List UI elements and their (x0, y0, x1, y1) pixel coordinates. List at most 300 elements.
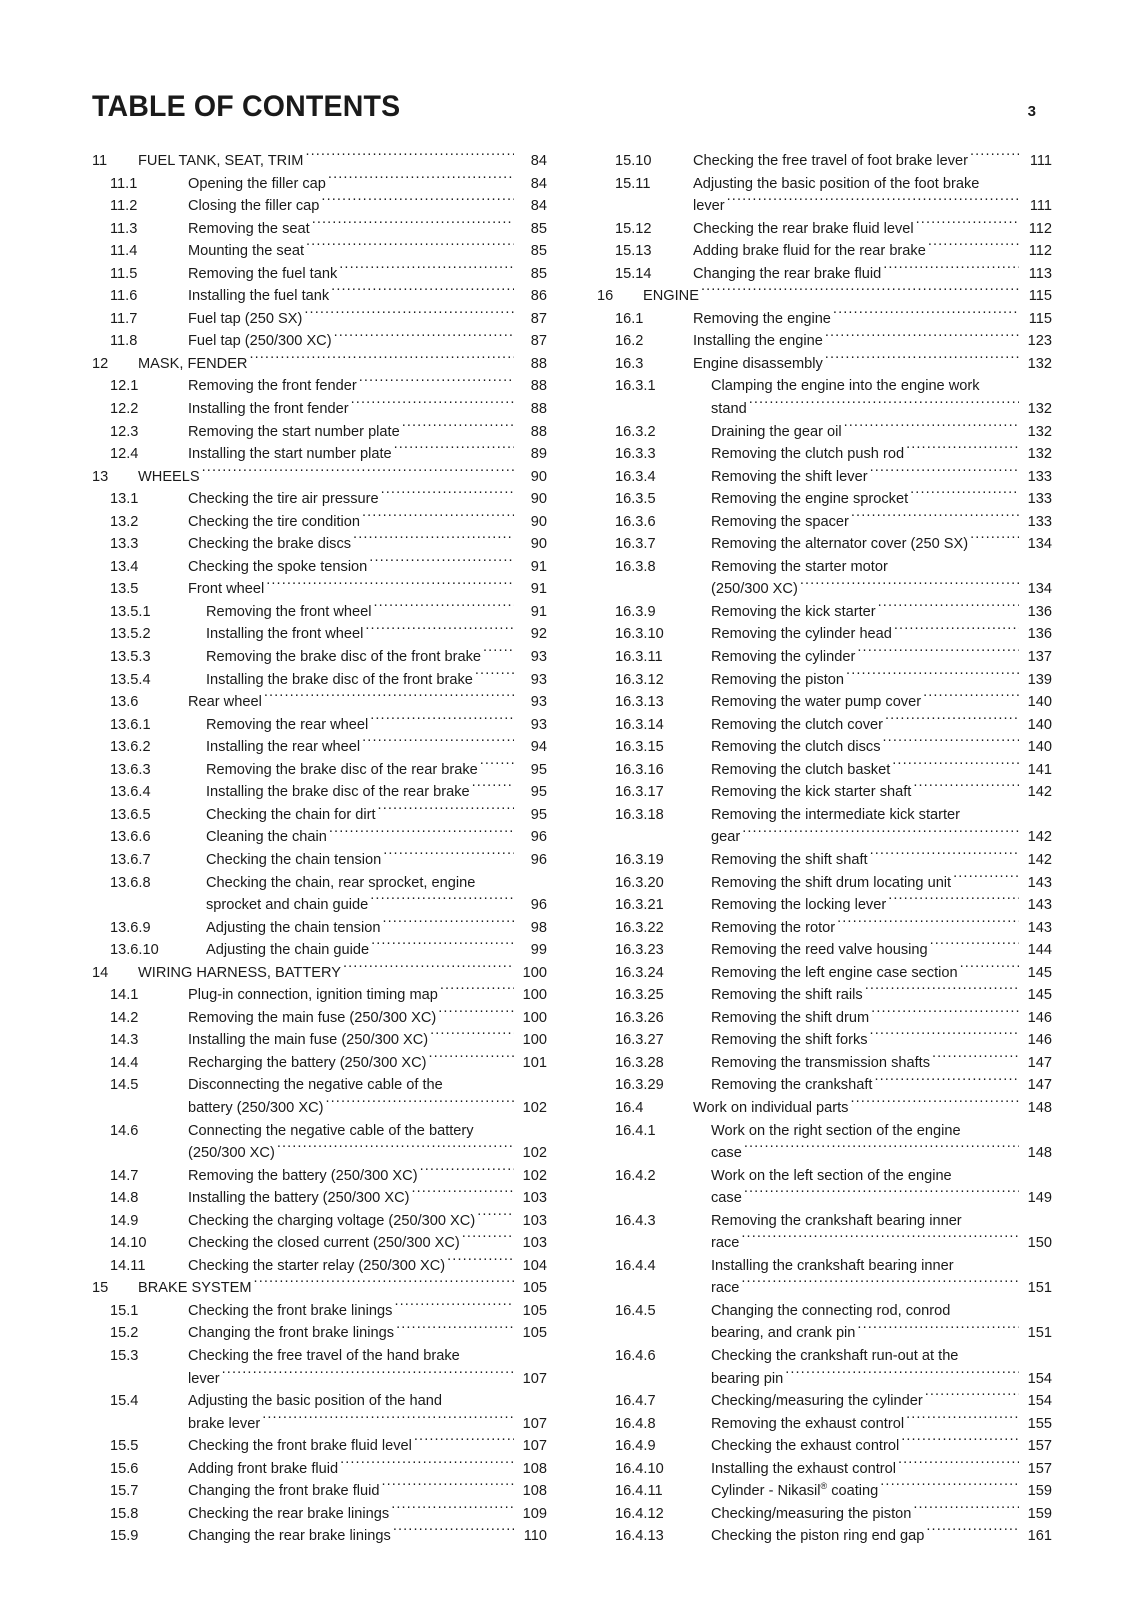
dot-leader (325, 1097, 514, 1112)
dot-leader (353, 534, 514, 549)
dot-leader (932, 1052, 1019, 1067)
toc-entry-label: Removing the water pump cover (711, 694, 922, 711)
toc-entry-body (206, 736, 547, 759)
toc-entry-page: 133 (1027, 468, 1052, 485)
toc-entry[interactable] (597, 872, 1052, 895)
dot-leader (222, 1368, 514, 1383)
toc-entry-label: Removing the reed valve housing (711, 942, 928, 959)
toc-entry-body (711, 1029, 1052, 1052)
toc-entry[interactable] (92, 826, 547, 849)
toc-entry-number: 16.4.11 (615, 1483, 663, 1500)
toc-entry[interactable] (597, 353, 1052, 376)
toc-entry-page: 108 (522, 1460, 547, 1477)
toc-entry[interactable] (92, 488, 547, 511)
toc-entry-body (206, 849, 547, 872)
toc-entry-label: Installing the engine (693, 333, 823, 350)
toc-entry-body (188, 1120, 547, 1165)
toc-entry-label: Checking the exhaust control (711, 1438, 900, 1455)
toc-entry-label: Adjusting the chain guide (206, 942, 370, 959)
toc-entry-number: 15.4 (110, 1393, 139, 1410)
toc-entry-number: 13.6.2 (110, 739, 151, 756)
toc-entry-number: 14.8 (110, 1190, 139, 1207)
toc-entry-label: FUEL TANK, SEAT, TRIM (138, 153, 304, 169)
toc-entry-body (711, 511, 1052, 534)
toc-entry-body (711, 1345, 1052, 1390)
toc-entry-page: 102 (522, 1099, 547, 1116)
toc-entry-label: Removing the front fender (188, 378, 357, 395)
toc-entry-page: 140 (1027, 739, 1052, 756)
toc-entry-number: 16.3.4 (615, 468, 656, 485)
toc-entry[interactable] (597, 488, 1052, 511)
toc-entry-body (206, 781, 547, 804)
toc-entry[interactable] (597, 1503, 1052, 1526)
toc-entry-label: Checking the spoke tension (188, 558, 368, 575)
dot-leader (885, 714, 1019, 729)
toc-entry-body (188, 1074, 547, 1119)
toc-entry-body (711, 1007, 1052, 1030)
toc-entry-body (206, 917, 547, 940)
toc-entry-page: 145 (1027, 987, 1052, 1004)
toc-entry-page: 123 (1027, 333, 1052, 350)
toc-entry-label: Removing the alternator cover (250 SX) (711, 536, 969, 553)
toc-entry[interactable] (92, 962, 547, 985)
toc-entry-body (693, 218, 1052, 241)
toc-entry-page: 132 (1027, 423, 1052, 440)
toc-entry-body (711, 1480, 1052, 1503)
toc-entry-page: 159 (1027, 1483, 1052, 1500)
toc-entry-label: Installing the brake disc of the front brake (206, 671, 473, 688)
toc-entry[interactable] (92, 1255, 547, 1278)
toc-entry-number: 16.3.17 (615, 784, 664, 801)
toc-entry[interactable] (597, 939, 1052, 962)
toc-entry[interactable] (597, 466, 1052, 489)
toc-entry-page: 111 (1029, 198, 1052, 215)
toc-entry-label: Checking the free travel of foot brake lever (693, 153, 968, 169)
toc-entry-page: 137 (1027, 649, 1052, 666)
toc-entry-body (206, 759, 547, 782)
toc-entry-number: 13 (92, 468, 109, 485)
toc-entry-page: 96 (530, 829, 547, 846)
toc-entry[interactable] (92, 1232, 547, 1255)
toc-entry[interactable] (597, 173, 1052, 218)
dot-leader (312, 218, 514, 233)
toc-entry-label: Removing the fuel tank (188, 265, 338, 282)
toc-entry[interactable] (92, 375, 547, 398)
toc-entry[interactable] (92, 556, 547, 579)
toc-entry-body (711, 872, 1052, 895)
dot-leader (370, 714, 514, 729)
toc-entry-label: Removing the start number plate (188, 423, 400, 440)
toc-entry-label: Removing the shift forks (711, 1032, 868, 1049)
toc-entry-page: 96 (530, 851, 547, 868)
toc-entry[interactable] (597, 240, 1052, 263)
dot-leader (906, 444, 1019, 459)
toc-entry-number: 16 (597, 288, 614, 305)
toc-entry-body (188, 195, 547, 218)
toc-entry-number: 16.3 (615, 355, 644, 372)
toc-entry[interactable] (92, 240, 547, 263)
toc-entry-body (138, 466, 547, 489)
toc-entry-label: Removing the clutch basket (711, 761, 891, 778)
toc-entry-number: 13.4 (110, 558, 139, 575)
toc-entry-number: 11.7 (110, 310, 138, 327)
toc-entry[interactable] (92, 804, 547, 827)
toc-entry[interactable] (597, 556, 1052, 601)
dot-leader (373, 601, 514, 616)
toc-entry-label: Removing the shift drum (711, 1009, 870, 1026)
toc-entry-label: Removing the cylinder (711, 649, 856, 666)
dot-leader (393, 1526, 514, 1541)
toc-entry-body (711, 466, 1052, 489)
dot-leader (381, 1481, 514, 1496)
toc-entry-label: Removing the crankshaft bearing inner (711, 1212, 962, 1229)
toc-entry-body (188, 240, 547, 263)
toc-entry-body (711, 804, 1052, 849)
toc-entry-page: 92 (530, 626, 547, 643)
toc-entry[interactable] (92, 1435, 547, 1458)
toc-entry[interactable] (597, 1413, 1052, 1436)
toc-entry-body (188, 1345, 547, 1390)
toc-entry-number: 11.1 (110, 175, 138, 192)
toc-entry[interactable] (92, 939, 547, 962)
toc-entry-body (188, 984, 547, 1007)
toc-entry-label: Checking the chain tension (206, 851, 382, 868)
dot-leader (381, 489, 514, 504)
toc-entry[interactable] (597, 330, 1052, 353)
toc-entry-body (206, 623, 547, 646)
dot-leader (928, 241, 1019, 256)
toc-entry[interactable] (92, 1345, 547, 1390)
dot-leader (883, 737, 1019, 752)
toc-entry-label: Removing the kick starter shaft (711, 784, 912, 801)
toc-entry[interactable] (92, 1503, 547, 1526)
toc-entry-label: Disconnecting the negative cable of the (188, 1077, 443, 1094)
toc-entry-label: Checking the rear brake linings (188, 1505, 390, 1522)
toc-entry[interactable] (92, 511, 547, 534)
toc-entry-page: 148 (1027, 1099, 1052, 1116)
toc-entry-number: 16.4.6 (615, 1347, 656, 1364)
toc-entry[interactable] (597, 1458, 1052, 1481)
toc-entry-label: Installing the exhaust control (711, 1460, 896, 1477)
toc-entry[interactable] (92, 1458, 547, 1481)
toc-entry-body (711, 1255, 1052, 1300)
toc-entry[interactable] (597, 1074, 1052, 1097)
toc-entry[interactable] (92, 759, 547, 782)
toc-entry[interactable] (92, 601, 547, 624)
toc-entry[interactable] (597, 962, 1052, 985)
dot-leader (264, 692, 514, 707)
toc-entry-page: 149 (1027, 1190, 1052, 1207)
toc-entry-page: 93 (530, 694, 547, 711)
toc-entry-number: 16.4.10 (615, 1460, 664, 1477)
toc-entry-number: 16.4.8 (615, 1415, 656, 1432)
toc-entry-number: 13.1 (110, 491, 139, 508)
dot-leader (727, 196, 1019, 211)
toc-entry-label: Removing the rear wheel (206, 716, 369, 733)
toc-entry[interactable] (597, 1120, 1052, 1165)
toc-entry[interactable] (92, 308, 547, 331)
toc-entry[interactable] (597, 421, 1052, 444)
toc-entry[interactable] (597, 1097, 1052, 1120)
toc-entry-page: 104 (522, 1257, 547, 1274)
toc-entry-label: Removing the starter motor (711, 558, 888, 575)
dot-leader (878, 601, 1019, 616)
toc-entry-number: 16.4.12 (615, 1505, 664, 1522)
toc-entry[interactable] (597, 691, 1052, 714)
toc-entry-body (711, 623, 1052, 646)
toc-entry[interactable] (597, 646, 1052, 669)
toc-entry[interactable] (597, 285, 1052, 308)
dot-leader (472, 782, 514, 797)
toc-entry-page: 134 (1027, 581, 1052, 598)
toc-entry[interactable] (92, 353, 547, 376)
toc-entry-body (188, 1210, 547, 1233)
toc-entry[interactable] (597, 759, 1052, 782)
toc-entry-number: 16.3.20 (615, 874, 664, 891)
toc-entry-number: 12.1 (110, 378, 139, 395)
toc-entry-body (188, 556, 547, 579)
toc-entry-body (711, 488, 1052, 511)
toc-entry-number: 16.3.13 (615, 694, 664, 711)
toc-entry[interactable] (597, 1255, 1052, 1300)
toc-entry[interactable] (597, 917, 1052, 940)
toc-entry[interactable] (597, 511, 1052, 534)
toc-entry-page: 103 (522, 1235, 547, 1252)
toc-entry-number: 12.2 (110, 401, 139, 418)
toc-entry[interactable] (597, 984, 1052, 1007)
toc-entry-number: 15.12 (615, 220, 652, 237)
toc-entry[interactable] (92, 1525, 547, 1548)
toc-entry[interactable] (597, 1007, 1052, 1030)
toc-entry[interactable] (92, 872, 547, 917)
toc-entry[interactable] (597, 1525, 1052, 1548)
toc-entry[interactable] (597, 849, 1052, 872)
toc-entry[interactable] (92, 443, 547, 466)
toc-entry-body (711, 736, 1052, 759)
toc-entry-body (711, 669, 1052, 692)
toc-entry[interactable] (597, 894, 1052, 917)
toc-entry-page: 142 (1027, 829, 1052, 846)
toc-entry-label: Installing the crankshaft bearing inner (711, 1257, 954, 1274)
toc-entry-page: 147 (1027, 1054, 1052, 1071)
toc-entry[interactable] (92, 1187, 547, 1210)
toc-entry[interactable] (597, 218, 1052, 241)
toc-entry-page: 100 (522, 964, 547, 981)
toc-entry-page: 146 (1027, 1009, 1052, 1026)
toc-entry[interactable] (92, 195, 547, 218)
toc-entry[interactable] (92, 285, 547, 308)
toc-entry[interactable] (597, 150, 1052, 173)
toc-entry-label: Work on the right section of the engine (711, 1122, 961, 1139)
toc-entry-page: 100 (522, 987, 547, 1004)
toc-entry-body (693, 263, 1052, 286)
toc-entry[interactable] (597, 1345, 1052, 1390)
toc-entry-body (206, 939, 547, 962)
toc-entry-page: 84 (530, 175, 547, 192)
toc-entry-number: 11.3 (110, 220, 138, 237)
toc-entry-body (711, 691, 1052, 714)
toc-entry[interactable] (92, 1480, 547, 1503)
toc-entry-label: Checking the free travel of the hand brake (188, 1347, 460, 1364)
toc-entry[interactable] (92, 218, 547, 241)
toc-entry-body (188, 1255, 547, 1278)
toc-entry-body (206, 646, 547, 669)
toc-entry-body (711, 646, 1052, 669)
toc-entry[interactable] (92, 398, 547, 421)
toc-entry[interactable] (92, 1052, 547, 1075)
toc-entry[interactable] (92, 330, 547, 353)
toc-entry-number: 16.3.7 (615, 536, 656, 553)
toc-entry[interactable] (92, 173, 547, 196)
toc-entry-label: Checking the tire air pressure (188, 491, 379, 508)
toc-entry-body (188, 443, 547, 466)
toc-entry-number: 15 (92, 1280, 109, 1297)
dot-leader (741, 1233, 1019, 1248)
dot-leader (391, 1503, 514, 1518)
toc-entry-number: 13.6.10 (110, 942, 159, 959)
toc-entry[interactable] (92, 917, 547, 940)
toc-entry[interactable] (597, 736, 1052, 759)
toc-entry[interactable] (597, 533, 1052, 556)
toc-entry-label: Checking the brake discs (188, 536, 352, 553)
toc-entry-page: 90 (530, 491, 547, 508)
toc-entry-page: 91 (530, 603, 547, 620)
toc-entry-body (188, 1503, 547, 1526)
toc-entry-label: Removing the shift rails (711, 987, 863, 1004)
toc-entry[interactable] (92, 578, 547, 601)
toc-entry[interactable] (92, 1322, 547, 1345)
toc-entry[interactable] (92, 669, 547, 692)
toc-entry[interactable] (597, 443, 1052, 466)
toc-entry[interactable] (597, 1165, 1052, 1210)
toc-entry[interactable] (92, 533, 547, 556)
toc-entry[interactable] (597, 1210, 1052, 1255)
toc-entry[interactable] (92, 1165, 547, 1188)
toc-entry-number: 16.3.19 (615, 851, 664, 868)
toc-entry[interactable] (92, 1277, 547, 1300)
toc-entry-page: 105 (522, 1302, 547, 1319)
toc-entry[interactable] (92, 646, 547, 669)
dot-leader (785, 1368, 1019, 1383)
toc-entry-page: 141 (1027, 761, 1052, 778)
toc-entry-label: Removing the crankshaft (711, 1077, 873, 1094)
toc-entry-label: Fuel tap (250/300 XC) (188, 333, 332, 350)
dot-leader (462, 1233, 514, 1248)
dot-leader (351, 398, 514, 413)
toc-entry-number: 16.3.11 (615, 649, 663, 666)
dot-leader (880, 1481, 1019, 1496)
dot-leader (277, 1142, 514, 1157)
toc-entry-label: Checking the crankshaft run-out at the (711, 1347, 959, 1364)
dot-leader (833, 308, 1019, 323)
toc-entry[interactable] (92, 1074, 547, 1119)
toc-entry-body (206, 826, 547, 849)
toc-entry-page: 107 (522, 1415, 547, 1432)
toc-entry[interactable] (92, 1300, 547, 1323)
dot-leader (414, 1436, 514, 1451)
toc-entry[interactable] (597, 1435, 1052, 1458)
toc-entry[interactable] (92, 466, 547, 489)
toc-entry-body (643, 285, 1052, 308)
toc-entry[interactable] (597, 781, 1052, 804)
toc-entry[interactable] (597, 375, 1052, 420)
toc-entry-number: 16.4.4 (615, 1257, 656, 1274)
toc-entry-page: 99 (530, 942, 547, 959)
toc-entry-number: 16.3.27 (615, 1032, 664, 1049)
toc-entry[interactable] (92, 150, 547, 173)
toc-entry[interactable] (92, 1029, 547, 1052)
toc-entry[interactable] (92, 1007, 547, 1030)
dot-leader (266, 579, 514, 594)
toc-entry[interactable] (597, 1052, 1052, 1075)
toc-entry-number: 16.3.2 (615, 423, 656, 440)
toc-entry[interactable] (92, 984, 547, 1007)
toc-entry[interactable] (597, 1480, 1052, 1503)
toc-entry-number: 11 (92, 153, 108, 169)
toc-entry[interactable] (92, 1120, 547, 1165)
toc-entry[interactable] (92, 781, 547, 804)
toc-entry-number: 14.6 (110, 1122, 139, 1139)
toc-entry[interactable] (597, 263, 1052, 286)
toc-entry-body (188, 173, 547, 196)
toc-entry[interactable] (92, 263, 547, 286)
toc-entry-page: 132 (1027, 446, 1052, 463)
toc-entry[interactable] (597, 601, 1052, 624)
toc-entry[interactable] (92, 1210, 547, 1233)
toc-entry[interactable] (597, 714, 1052, 737)
toc-entry-label: Removing the transmission shafts (711, 1054, 930, 1071)
toc-entry[interactable] (92, 736, 547, 759)
toc-entry-body (693, 173, 1052, 218)
toc-entry-number: 13.6.8 (110, 874, 151, 891)
toc-entry[interactable] (597, 1390, 1052, 1413)
toc-entry-number: 15.5 (110, 1438, 139, 1455)
toc-entry[interactable] (92, 849, 547, 872)
toc-entry-body (206, 872, 547, 917)
toc-entry-number: 13.6.5 (110, 806, 151, 823)
toc-entry-label: Adding brake fluid for the rear brake (693, 243, 926, 260)
toc-entry[interactable] (597, 1300, 1052, 1345)
toc-entry[interactable] (597, 1029, 1052, 1052)
toc-entry-number: 16.3.26 (615, 1009, 664, 1026)
toc-entry-label: Adjusting the basic position of the foot brake (693, 175, 980, 192)
toc-entry[interactable] (92, 714, 547, 737)
toc-entry[interactable] (597, 623, 1052, 646)
toc-entry[interactable] (597, 669, 1052, 692)
toc-entry[interactable] (92, 1390, 547, 1435)
toc-entry-page: 115 (1028, 310, 1052, 327)
toc-entry-label: Removing the exhaust control (711, 1415, 905, 1432)
toc-entry-body (693, 1097, 1052, 1120)
toc-entry-label: Installing the front fender (188, 401, 349, 418)
toc-entry-number: 16.3.22 (615, 919, 664, 936)
toc-entry-label: Checking the chain for dirt (206, 806, 376, 823)
toc-entry-page: 140 (1027, 694, 1052, 711)
toc-entry[interactable] (92, 691, 547, 714)
toc-entry-number: 15.1 (110, 1302, 139, 1319)
toc-entry-label: Checking the chain, rear sprocket, engine (206, 874, 476, 891)
toc-entry-label: Removing the clutch push rod (711, 446, 905, 463)
toc-entry-body (188, 1232, 547, 1255)
toc-entry-body (711, 1120, 1052, 1165)
toc-entry[interactable] (92, 421, 547, 444)
toc-entry[interactable] (597, 308, 1052, 331)
toc-entry-number: 13.6.3 (110, 761, 151, 778)
toc-entry[interactable] (597, 804, 1052, 849)
toc-entry-label: Installing the fuel tank (188, 288, 330, 305)
toc-entry[interactable] (92, 623, 547, 646)
toc-entry-number: 16.3.12 (615, 671, 664, 688)
